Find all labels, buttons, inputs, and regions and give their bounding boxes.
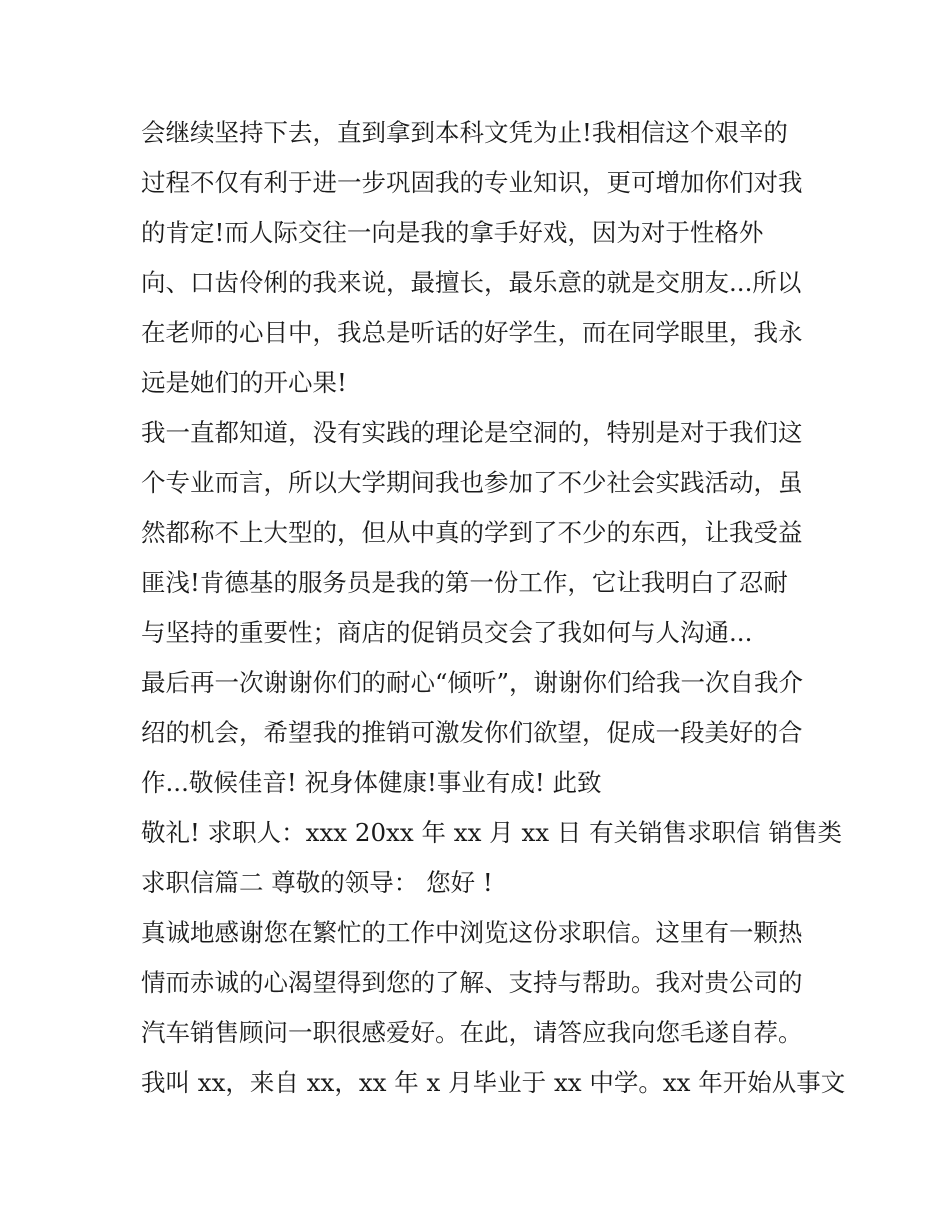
document-body [141, 108, 846, 1108]
text-line: 求职信篇二 尊敬的领导： 您好 ! [141, 868, 493, 897]
text-line: 敬礼! 求职人：xxx 20xx 年 xx 月 xx 日 有关销售求职信 销售类 [141, 818, 842, 847]
text-line: 与坚持的重要性；商店的促销员交会了我如何与人沟通... [141, 618, 753, 647]
text-line: 我一直都知道，没有实践的理论是空洞的，特别是对于我们这 [141, 418, 803, 447]
text-line: 向、口齿伶俐的我来说，最擅长，最乐意的就是交朋友...所以 [141, 268, 802, 297]
text-line: 匪浅!肯德基的服务员是我的第一份工作，它让我明白了忍耐 [141, 568, 788, 597]
text-line: 远是她们的开心果! [141, 368, 347, 397]
text-line: 在老师的心目中，我总是听话的好学生，而在同学眼里，我永 [141, 318, 803, 347]
text-line: 情而赤诚的心渴望得到您的了解、支持与帮助。我对贵公司的 [141, 968, 803, 997]
text-line: 过程不仅有利于进一步巩固我的专业知识，更可增加你们对我 [141, 168, 803, 197]
text-line: 我叫 xx，来自 xx，xx 年 x 月毕业于 xx 中学。xx 年开始从事文 [141, 1068, 846, 1097]
text-line: 汽车销售顾问一职很感爱好。在此，请答应我向您毛遂自荐。 [141, 1018, 803, 1047]
text-line: 最后再一次谢谢你们的耐心“倾听”，谢谢你们给我一次自我介 [141, 668, 804, 697]
text-line: 真诚地感谢您在繁忙的工作中浏览这份求职信。这里有一颗热 [141, 918, 803, 947]
text-line: 然都称不上大型的，但从中真的学到了不少的东西，让我受益 [141, 518, 803, 547]
text-line: 个专业而言，所以大学期间我也参加了不少社会实践活动，虽 [141, 468, 803, 497]
text-line: 会继续坚持下去，直到拿到本科文凭为止!我相信这个艰辛的 [141, 118, 788, 147]
text-line: 的肯定!而人际交往一向是我的拿手好戏，因为对于性格外 [141, 218, 764, 247]
text-line: 作...敬候佳音! 祝身体健康!事业有成! 此致 [141, 768, 602, 797]
text-line: 绍的机会，希望我的推销可激发你们欲望，促成一段美好的合 [141, 718, 803, 747]
